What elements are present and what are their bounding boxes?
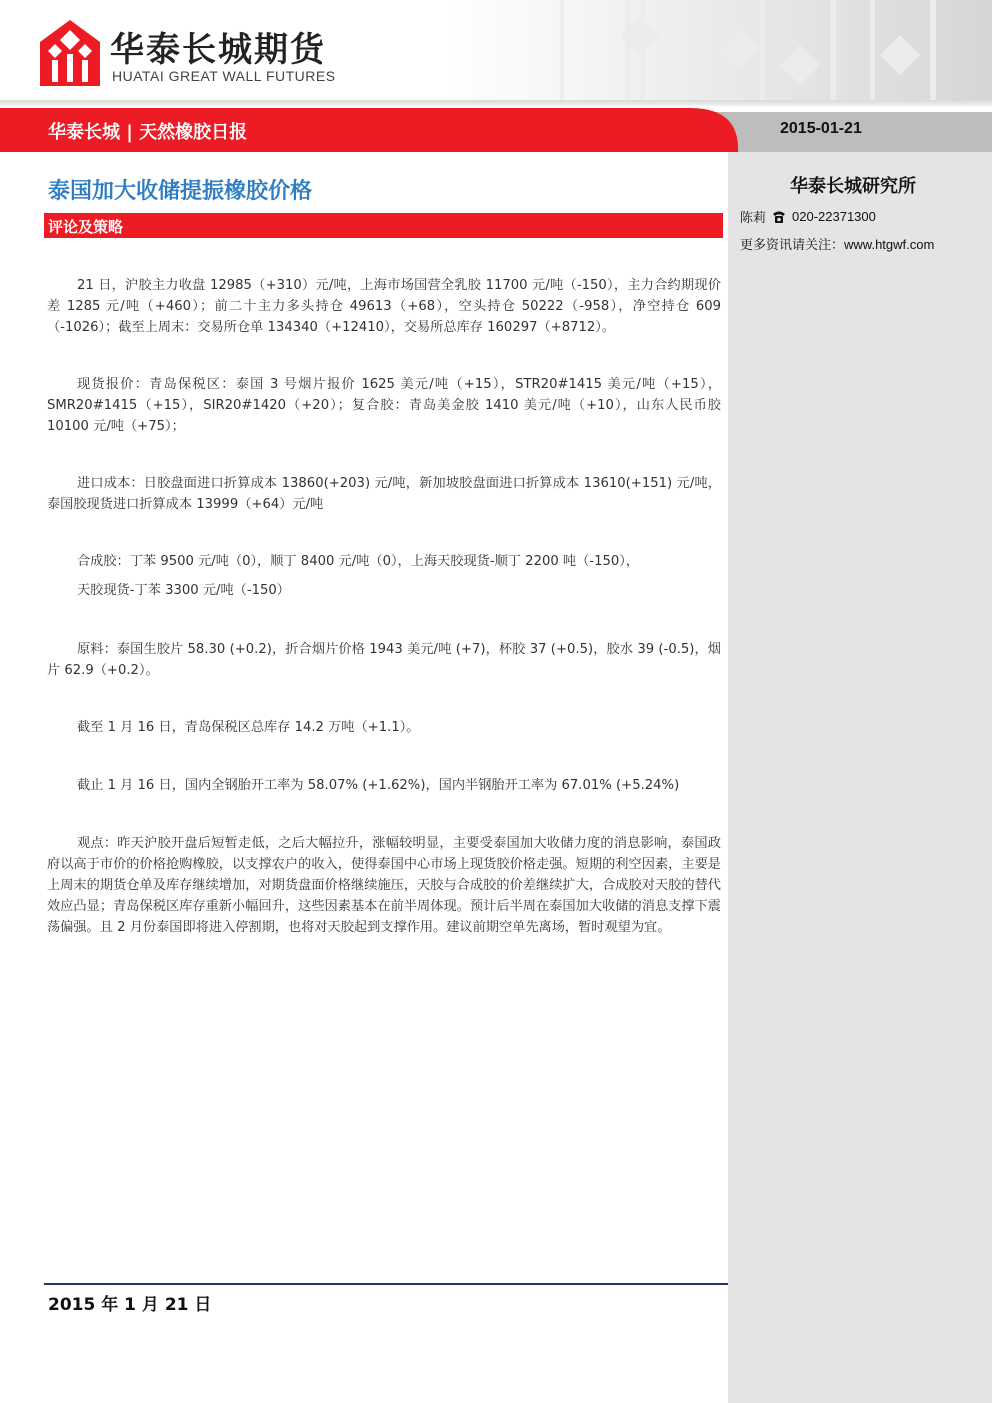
paragraph-spot-prices: 现货报价：青岛保税区：泰国 3 号烟片报价 1625 美元/吨（+15），STR20#1415 美元/吨（+15），SMR20#1415（+15），SIR20#1420（+20）；复合胶：青岛美金胶 1410 美元/吨（+10），山东人民币胶 10100 元/吨（+75）； xyxy=(47,377,721,434)
more-info xyxy=(740,234,934,253)
phone-icon xyxy=(772,210,786,224)
paragraph-synthetic-rubber-cont: 天胶现货-丁苯 3300 元/吨（-150） xyxy=(77,583,290,598)
header-rule xyxy=(0,100,992,106)
huatai-logo-icon xyxy=(40,20,100,86)
footer-date: 2015 年 1 月 21 日 xyxy=(48,1295,212,1315)
paragraph-outlook: 观点：昨天沪胶开盘后短暂走低，之后大幅拉升，涨幅较明显，主要受泰国加大收储力度的消息影响，泰国政府以高于市价的价格抢购橡胶，以支撑农户的收入，使得泰国中心市场上现货胶价格走强。短期的利空因素，主要是上周末的期货仓单及库存继续增加，对期货盘面价格继续施压，天胶与合成胶的价差继续扩大，合成胶对天胶的替代效应凸显；青岛保税区库存重新小幅回升，这些因素基本在前半周体现。预计后半周在泰国加大收储的消息支撑下震荡偏强。且 2 月份泰国即将进入停割期，也将对天胶起到支撑作用。建议前期空单先离场，暂时观望为宜。 xyxy=(47,836,721,935)
section-label: 评论及策略 xyxy=(48,218,124,236)
paragraph-raw-material: 原料：泰国生胶片 58.30 (+0.2)，折合烟片价格 1943 美元/吨 (+7)，杯胶 37 (+0.5)，胶水 39 (-0.5)，烟片 62.9（+0.2）。 xyxy=(47,642,721,678)
paragraph-futures: 21 日，沪胶主力收盘 12985（+310）元/吨，上海市场国营全乳胶 11700 元/吨（-150），主力合约期现价差 1285 元/吨（+460）；前二十主力多头持仓 49613（+68），空头持仓 50222（-958），净空持仓 609（-1026）；截至上周末：交易所仓单 134340（+12410），交易所总库存 160297（+8712）。 xyxy=(47,278,721,335)
series-title: 华泰长城 | 天然橡胶日报 xyxy=(48,122,248,143)
institute-name: 华泰长城研究所 xyxy=(790,176,916,197)
report-date: 2015-01-21 xyxy=(780,120,862,137)
page-title: 泰国加大收储提振橡胶价格 xyxy=(48,179,313,204)
paragraph-operating-rate: 截止 1 月 16 日，国内全钢胎开工率为 58.07% (+1.62%)，国内半钢胎开工率为 67.01% (+5.24%) xyxy=(77,778,680,793)
page-header xyxy=(0,0,992,100)
brand-name-en: HUATAI GREAT WALL FUTURES xyxy=(112,68,336,84)
sidebar xyxy=(728,152,992,1403)
section-header xyxy=(44,213,723,238)
contact-row xyxy=(740,207,876,226)
report-title-bar xyxy=(0,108,992,152)
brand-name-cn: 华泰长城期货 xyxy=(110,30,326,70)
footer-rule xyxy=(44,1283,728,1285)
paragraph-import-cost: 进口成本：日胶盘面进口折算成本 13860(+203) 元/吨，新加坡胶盘面进口折算成本 13610(+151) 元/吨，泰国胶现货进口折算成本 13999（+64）元/吨 xyxy=(47,476,721,512)
website-link[interactable]: www.htgwf.com xyxy=(844,237,935,252)
contact-phone: 020-22371300 xyxy=(792,209,876,224)
more-info-label: 更多资讯请关注： xyxy=(740,238,845,253)
paragraph-synthetic-rubber: 合成胶：丁苯 9500 元/吨（0），顺丁 8400 元/吨（0），上海天胶现货-顺丁 2200 吨（-150）， xyxy=(77,554,640,569)
paragraph-inventory: 截至 1 月 16 日，青岛保税区总库存 14.2 万吨（+1.1）。 xyxy=(77,720,420,735)
contact-name: 陈莉 xyxy=(740,211,767,226)
